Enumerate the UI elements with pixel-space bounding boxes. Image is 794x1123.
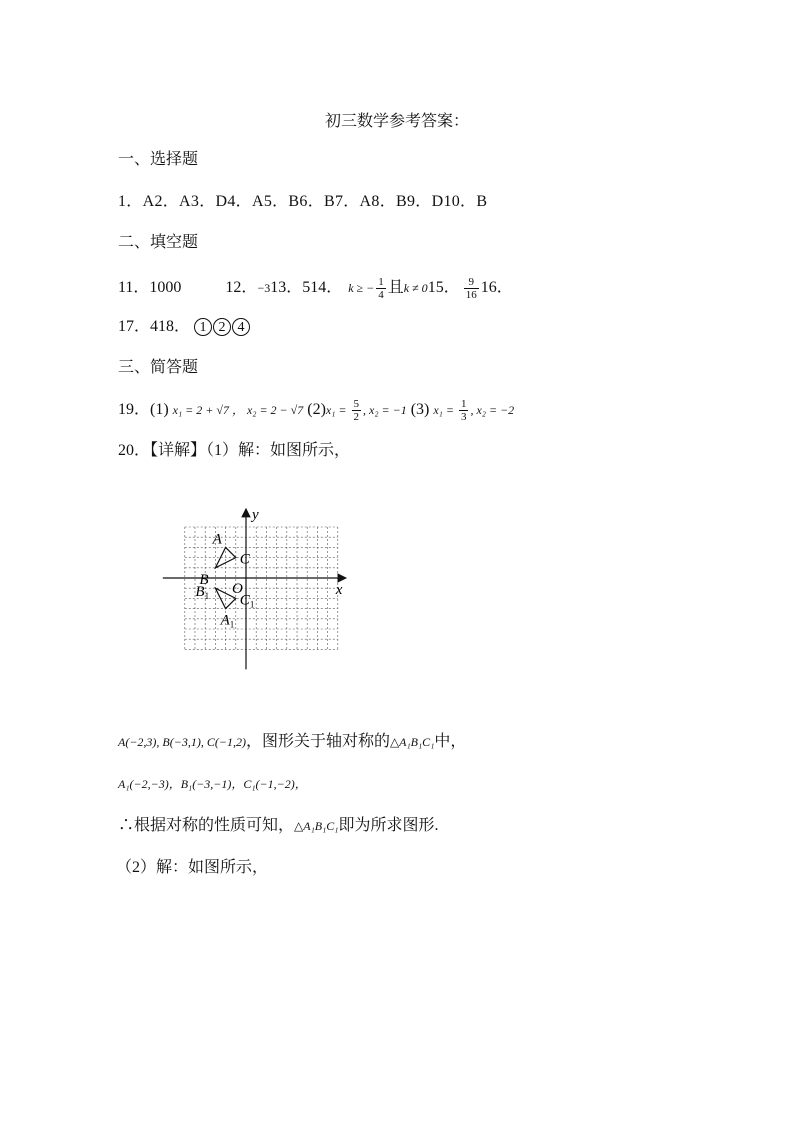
coords-line-2 bbox=[118, 774, 307, 794]
answer-19-part3-fraction: $\frac{1}{3}$ bbox=[460, 398, 467, 423]
answer-14-ineq: k ≥ − bbox=[348, 281, 375, 296]
triangle-name-1: △A₁B₁C₁ bbox=[389, 735, 435, 749]
x-axis-label: x bbox=[335, 582, 343, 598]
answer-19-part2-fraction: $\frac{5}{2}$ bbox=[353, 398, 359, 423]
answer-13-14-label: 13．514． bbox=[270, 279, 343, 297]
section-choice-heading: 一、选择题 bbox=[118, 151, 199, 168]
conclusion-text-b: 即为所求图形. bbox=[338, 817, 439, 834]
circled-number-4: 4 bbox=[232, 318, 250, 336]
answer-19-part2-label: (2) bbox=[307, 401, 326, 419]
circled-number-1: 1 bbox=[194, 318, 212, 336]
origin-label: O bbox=[232, 581, 243, 597]
answer-11: 11．1000 bbox=[118, 279, 182, 297]
section-fill-heading: 二、填空题 bbox=[118, 234, 199, 251]
answer-19 bbox=[118, 398, 514, 423]
part-2-heading: （2）解：如图所示， bbox=[116, 859, 269, 876]
circled-number-2: 2 bbox=[213, 318, 231, 336]
answer-19-label: 19．(1) bbox=[118, 401, 169, 419]
point-label-b1: $B_1$ bbox=[195, 584, 210, 602]
page-title: 初三数学参考答案： bbox=[324, 113, 469, 130]
answer-19-part2-a: x₁ = bbox=[325, 403, 350, 418]
triangle-name-2: △A₁B₁C₁ bbox=[294, 819, 339, 833]
point-label-c: C bbox=[239, 551, 250, 568]
grid-lines bbox=[185, 527, 338, 649]
coords-line-1-text: ，图形关于轴对称的 bbox=[245, 733, 390, 750]
answer-17-18-label: 17．418． bbox=[118, 318, 191, 335]
y-axis-label: y bbox=[252, 507, 259, 523]
point-label-a: A bbox=[212, 531, 222, 548]
coords-line-1 bbox=[118, 732, 466, 752]
answer-20-heading: 20．【详解】（1）解：如图所示， bbox=[118, 442, 351, 459]
point-label-a1: $A_1$ bbox=[220, 612, 235, 630]
answer-14-fraction: $\frac{1}{4}$ bbox=[378, 276, 384, 301]
choice-answers: 1．A2．A3．D4．A5．B6．B7．A8．B9．D10．B bbox=[118, 193, 488, 210]
answer-17-18 bbox=[118, 317, 251, 337]
coords-a1b1c1: A₁(−2,−3)，B₁(−3,−1)，C₁(−1,−2)， bbox=[118, 777, 307, 791]
answer-19-part1: x₁ = 2 + √7 ， x₂ = 2 − √7 bbox=[172, 403, 304, 418]
answer-19-part3-b: , x₂ = −2 bbox=[470, 403, 515, 418]
answer-12-value: −3 bbox=[257, 281, 271, 296]
answer-19-part3-a: x₁ = bbox=[433, 403, 457, 418]
fill-answers bbox=[118, 276, 513, 301]
answer-16-label: 16． bbox=[480, 279, 513, 297]
answer-15-label: 15． bbox=[427, 279, 460, 297]
axes bbox=[163, 509, 346, 669]
coords-line-1-end: 中， bbox=[434, 733, 467, 750]
answer-19-part3-label: (3) bbox=[410, 401, 430, 419]
section-short-answer-heading: 三、简答题 bbox=[118, 359, 199, 376]
answer-15-fraction: $\frac{9}{16}$ bbox=[465, 276, 477, 301]
coordinate-figure bbox=[120, 470, 430, 720]
conclusion-line bbox=[118, 816, 438, 836]
answer-19-part2-b: , x₂ = −1 bbox=[363, 403, 407, 418]
answer-14-ne: k ≠ 0 bbox=[403, 281, 428, 296]
point-label-b: B bbox=[199, 571, 209, 588]
point-label-c1: $C_1$ bbox=[239, 592, 255, 610]
coords-abc: A(−2,3), B(−3,1), C(−1,2) bbox=[118, 735, 246, 749]
answer-14-and: 且 bbox=[387, 279, 404, 297]
answer-12-label: 12． bbox=[225, 279, 258, 297]
conclusion-text-a: ∴根据对称的性质可知， bbox=[118, 817, 295, 834]
